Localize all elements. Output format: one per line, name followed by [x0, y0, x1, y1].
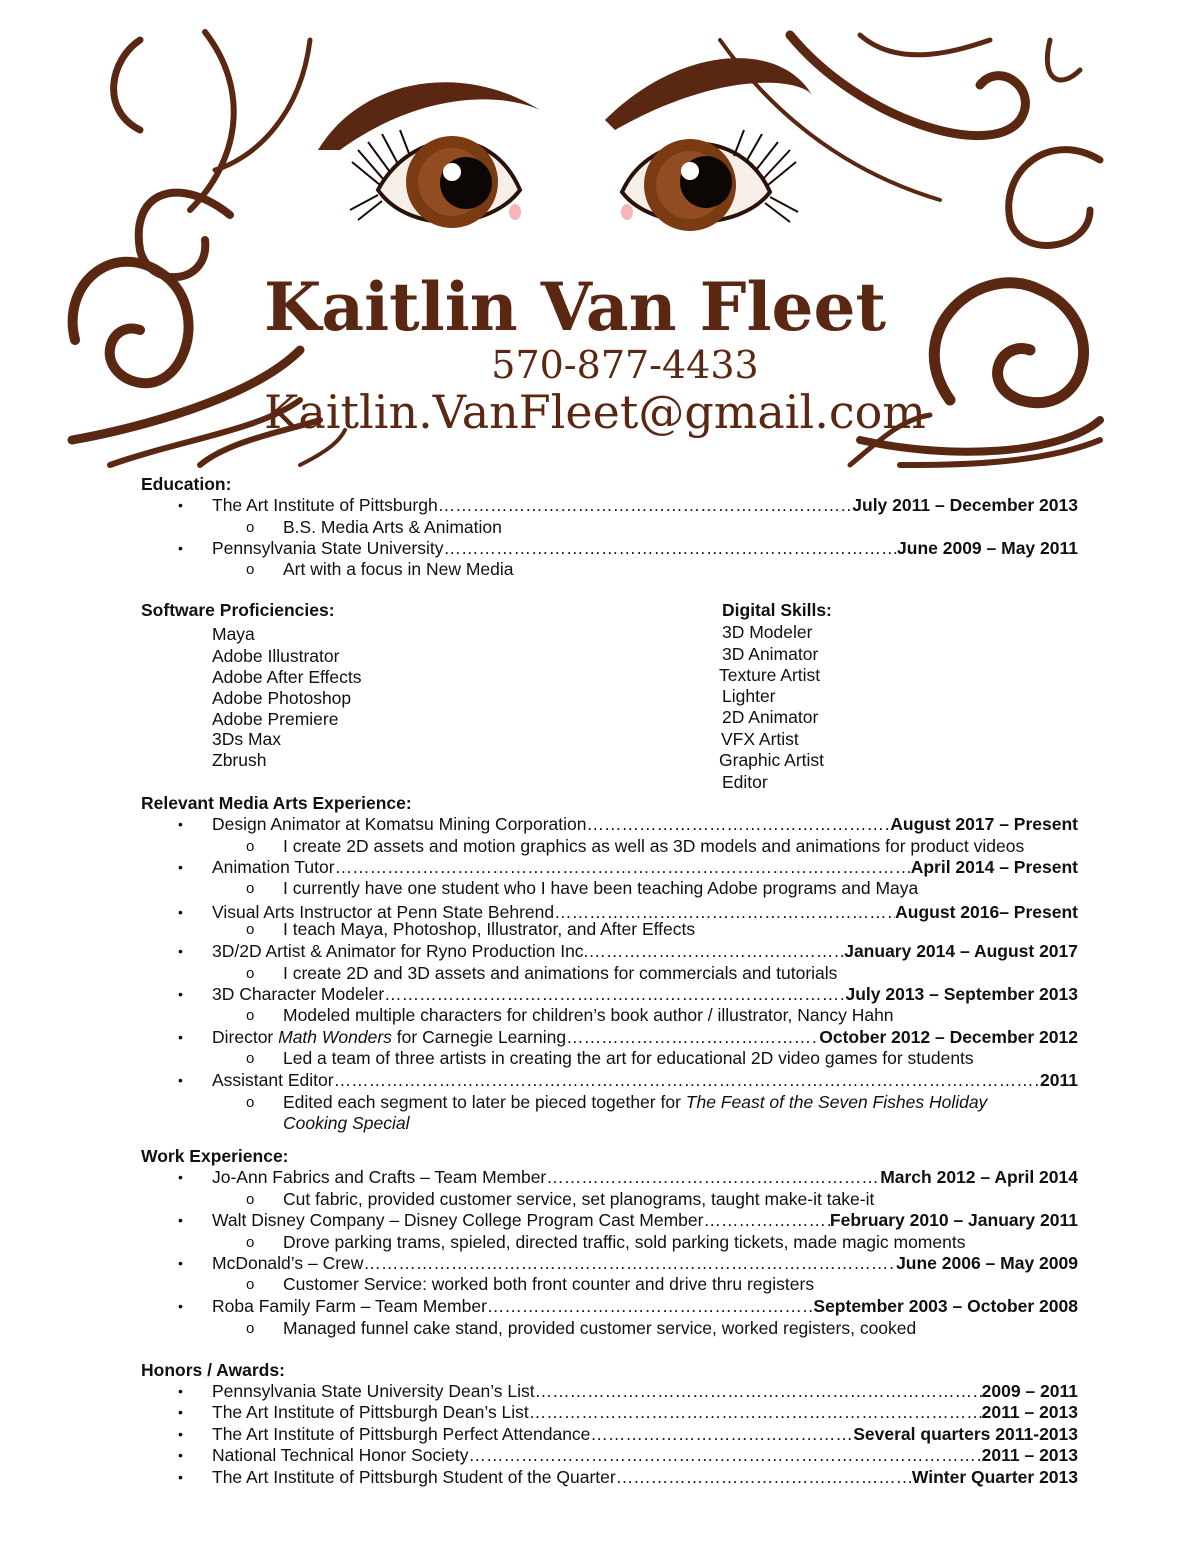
- left-eye: [350, 130, 521, 228]
- education-heading: Education:: [141, 474, 232, 494]
- job-dates: March 2012 – April 2014: [880, 1167, 1078, 1187]
- award-dates: 2009 – 2011: [981, 1381, 1078, 1401]
- job-dates: July 2013 – September 2013: [845, 984, 1078, 1004]
- job-title: Director Math Wonders for Carnegie Learning: [212, 1027, 567, 1047]
- digital-skill: Lighter: [722, 686, 776, 706]
- job-title: 3D/2D Artist & Animator for Ryno Production Inc.: [212, 941, 589, 961]
- software-item: 3Ds Max: [212, 729, 282, 749]
- job-title: McDonald’s – Crew: [212, 1253, 364, 1273]
- software-heading: Software Proficiencies:: [141, 600, 335, 620]
- job-title: Roba Family Farm – Team Member: [212, 1296, 487, 1316]
- job-title: Jo-Ann Fabrics and Crafts – Team Member: [212, 1167, 547, 1187]
- award-name: The Art Institute of Pittsburgh Perfect Attendance: [212, 1424, 591, 1444]
- digital-skill: 2D Animator: [722, 707, 819, 727]
- award-dates: 2011 – 2013: [981, 1445, 1078, 1465]
- education-dates: June 2009 – May 2011: [897, 538, 1078, 558]
- digital-skill: VFX Artist: [721, 729, 799, 749]
- award-dates: Several quarters 2011-2013: [853, 1424, 1078, 1444]
- job-title: Walt Disney Company – Disney College Program Cast Member: [212, 1210, 704, 1230]
- digital-skill: 3D Modeler: [722, 622, 813, 642]
- education-dates: July 2011 – December 2013: [852, 495, 1078, 515]
- digital-skill: Texture Artist: [719, 665, 821, 685]
- digital-skill: Editor: [722, 772, 768, 792]
- award-name: The Art Institute of Pittsburgh Dean’s List: [212, 1402, 529, 1422]
- software-item: Adobe Illustrator: [212, 646, 340, 666]
- digital-skill: 3D Animator: [722, 644, 819, 664]
- job-dates: April 2014 – Present: [910, 857, 1078, 877]
- school-name: The Art Institute of Pittsburgh: [212, 495, 438, 515]
- award-dates: 2011 – 2013: [981, 1402, 1078, 1422]
- award-name: The Art Institute of Pittsburgh Student of the Quarter: [212, 1467, 616, 1487]
- job-dates: 2011: [1040, 1070, 1078, 1090]
- right-eyebrow: [605, 58, 812, 130]
- applicant-phone: 570-877-4433: [491, 343, 759, 387]
- award-dates: Winter Quarter 2013: [911, 1467, 1078, 1487]
- work-experience-heading: Work Experience:: [141, 1146, 289, 1166]
- job-dates: January 2014 – August 2017: [844, 941, 1078, 961]
- job-dates: February 2010 – January 2011: [829, 1210, 1078, 1230]
- job-title: Assistant Editor: [212, 1070, 334, 1090]
- applicant-email: Kaitlin.VanFleet@gmail.com: [264, 385, 926, 439]
- job-dates: October 2012 – December 2012: [819, 1027, 1078, 1047]
- school-name: Pennsylvania State University: [212, 538, 444, 558]
- software-item: Adobe After Effects: [212, 667, 362, 687]
- job-dates: September 2003 – October 2008: [813, 1296, 1078, 1316]
- software-item: Zbrush: [212, 750, 267, 770]
- bullet: •: [178, 497, 183, 513]
- software-item: Adobe Premiere: [212, 709, 339, 729]
- award-name: Pennsylvania State University Dean’s List: [212, 1381, 535, 1401]
- job-dates: June 2006 – May 2009: [896, 1253, 1078, 1273]
- honors-heading: Honors / Awards:: [141, 1360, 285, 1380]
- job-title: Visual Arts Instructor at Penn State Behrend: [212, 902, 555, 922]
- media-experience-heading: Relevant Media Arts Experience:: [141, 793, 412, 813]
- job-dates: August 2016– Present: [895, 902, 1078, 922]
- digital-skill: Graphic Artist: [719, 750, 825, 770]
- header-artwork: [0, 0, 1200, 470]
- right-eye: [621, 130, 798, 231]
- job-title: 3D Character Modeler: [212, 984, 385, 1004]
- job-dates: August 2017 – Present: [890, 814, 1078, 834]
- job-title: Animation Tutor: [212, 857, 335, 877]
- left-eyebrow: [318, 82, 540, 150]
- software-item: Maya: [212, 624, 255, 644]
- applicant-name: Kaitlin Van Fleet: [263, 268, 887, 346]
- software-item: Adobe Photoshop: [212, 688, 352, 708]
- digital-skills-heading: Digital Skills:: [722, 600, 832, 620]
- job-title: Design Animator at Komatsu Mining Corporation: [212, 814, 587, 834]
- award-name: National Technical Honor Society: [212, 1445, 469, 1465]
